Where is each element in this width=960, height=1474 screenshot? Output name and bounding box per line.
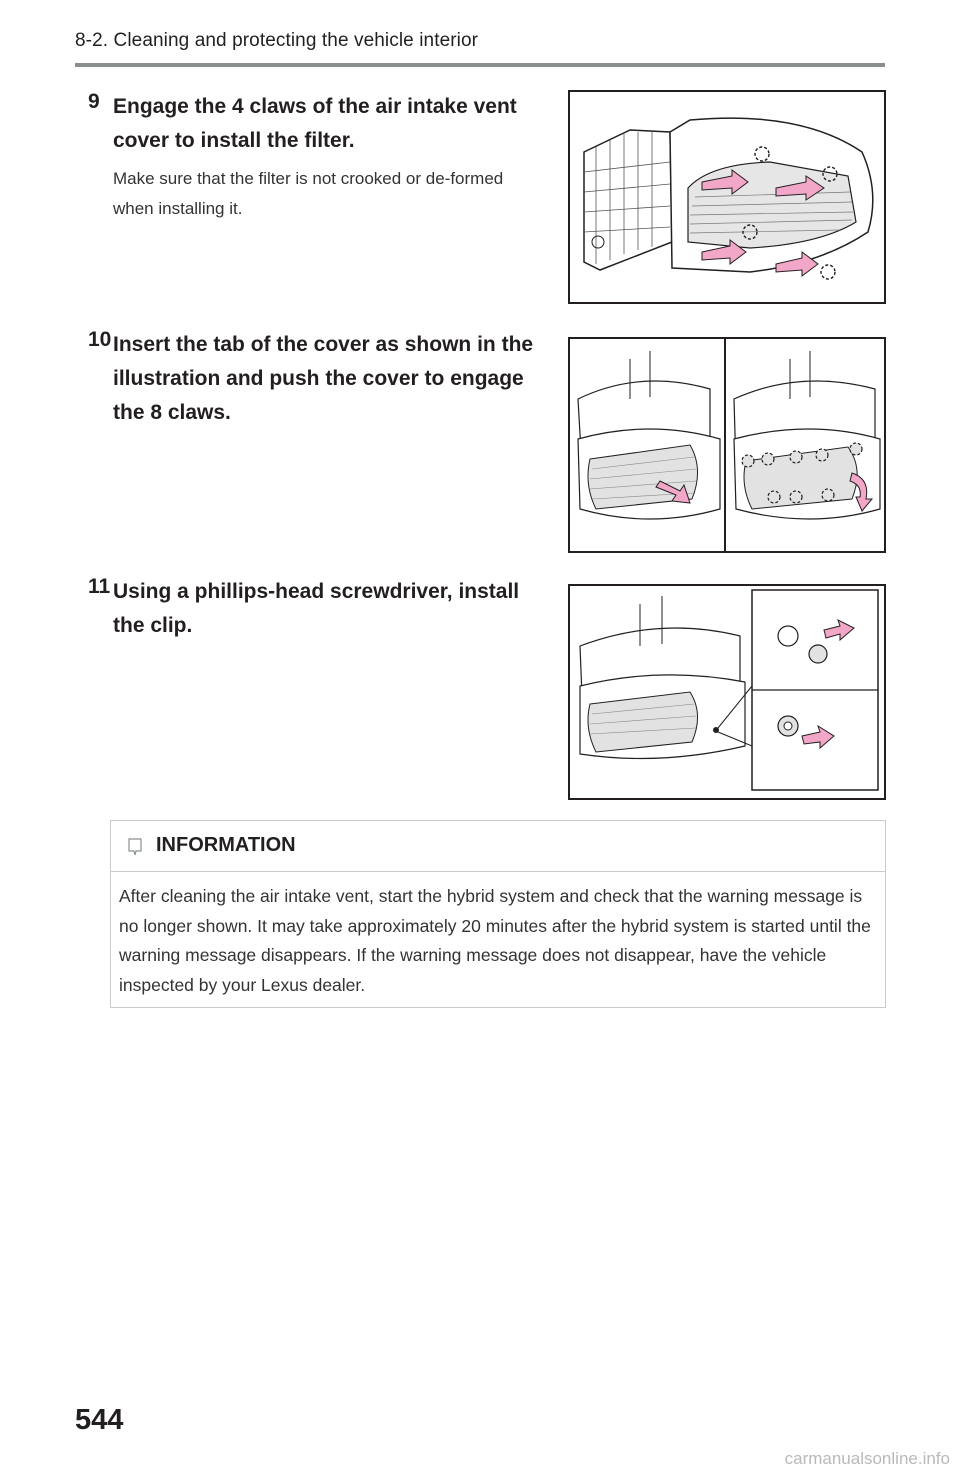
step-9 — [88, 90, 548, 230]
information-header — [111, 821, 885, 872]
section-header: 8-2. Cleaning and protecting the vehicle interior — [75, 30, 479, 51]
header-rule — [75, 63, 885, 67]
cover-claws-illustration — [570, 339, 884, 551]
figure-clip-install — [568, 584, 886, 800]
step-10 — [88, 328, 548, 438]
step-title: Engage the 4 claws of the air intake vent cover to install the filter. — [113, 95, 517, 152]
figure-cover-claws — [568, 337, 886, 553]
figure-filter-install — [568, 90, 886, 304]
information-title: INFORMATION — [156, 834, 296, 856]
information-body: After cleaning the air intake vent, start the hybrid system and check that the warning message is no longer shown. It may take approximately 20 minutes after the hybrid system is started until the warning message disappears. If the warning message does not disappear, have the vehicle inspected by your Lexus dealer. — [119, 886, 871, 995]
step-11 — [88, 575, 548, 655]
information-box — [110, 820, 886, 1008]
step-number: 11 — [88, 575, 111, 598]
step-number: 10 — [88, 328, 112, 351]
watermark: carmanualsonline.info — [784, 1449, 950, 1468]
filter-install-illustration — [570, 92, 884, 302]
page-number: 544 — [75, 1404, 124, 1436]
information-icon — [127, 838, 143, 856]
step-note: Make sure that the filter is not crooked or de-formed when installing it. — [113, 169, 504, 218]
step-number: 9 — [88, 90, 100, 113]
clip-install-illustration — [570, 586, 884, 798]
step-title: Insert the tab of the cover as shown in the illustration and push the cover to engage the 8 claws. — [113, 333, 534, 424]
step-title: Using a phillips-head screwdriver, install the clip. — [113, 580, 520, 637]
